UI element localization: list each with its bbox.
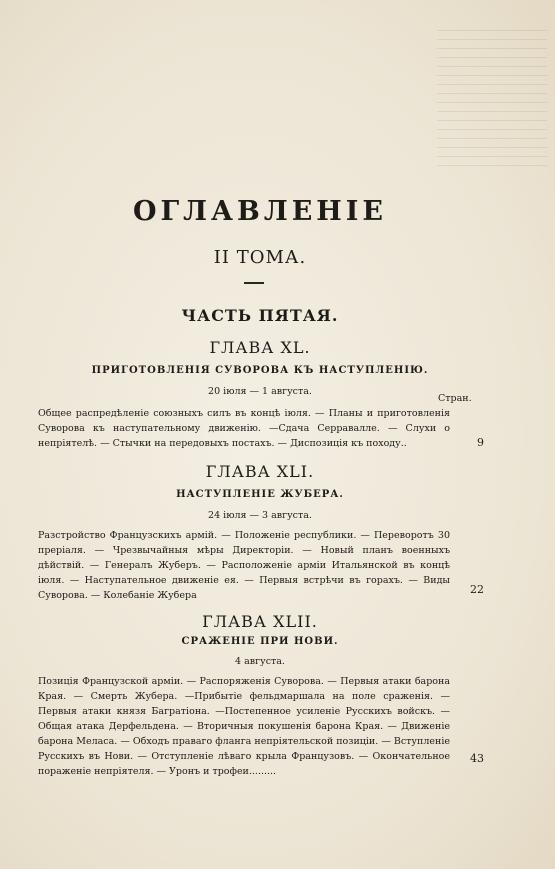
chapter-dates: 4 августа. — [235, 656, 285, 667]
show-through-text — [437, 30, 547, 170]
chapter-heading: ГЛАВА XLII. — [202, 612, 318, 631]
chapter-page-number: 43 — [470, 752, 484, 765]
chapter-page-number: 9 — [477, 436, 484, 449]
chapter-heading: ГЛАВА XLI. — [205, 462, 315, 481]
chapter-dates: 20 іюля — 1 августа. — [208, 386, 312, 397]
page-column-label: Стран. — [438, 393, 472, 404]
volume-subtitle: II ТОМА. — [213, 247, 307, 268]
chapter-summary: Разстройство Французскихъ армій. — Положеніе республики. — Переворотъ 30 преріаля. — Чрезвычайныя мѣры Директоріи. — Новый планъ военныхъ дѣйствій. — Генералъ Жуберъ. — Расположеніе арміи Итальянской въ концѣ іюля. — Наступательное движеніе ея. — Первыя встрѣчи въ горахъ. — Виды Суворова. — Колебаніе Жубера — [38, 530, 450, 601]
title-rule — [244, 282, 264, 284]
page-title: ОГЛАВЛЕНІЕ — [132, 196, 388, 227]
chapter-summary: Позиція Французской арміи. — Распоряженія Суворова. — Первыя атаки барона Края. — Смерть Жубера. —Прибытіе фельдмаршала на поле сраженія. — Первыя атаки князя Багратіона. —Постепенное усиленіе Русскихъ войскъ. — Общая атака Дерфельдена. — Вторичныя покушенія барона Края. — Движеніе барона Меласа. — Обходъ праваго фланга непріятельской позиціи. — Вступленіе Русскихъ въ Нови. — Отступленіе лѣваго крыла Французовъ. — Окончательное пораженіе непріятеля. — Уронъ и трофеи......... — [38, 676, 450, 777]
chapter-page-number: 22 — [470, 583, 484, 596]
chapter-title: НАСТУПЛЕНІЕ ЖУБЕРА. — [176, 489, 344, 500]
chapter-title: СРАЖЕНІЕ ПРИ НОВИ. — [181, 636, 339, 647]
chapter-summary: Общее распредѣленіе союзныхъ силъ въ концѣ іюля. — Планы и приготовленія Суворова къ наступательному движенію. —Сдача Серравалле. — Слухи о непріятелѣ. — Стычки на передовыхъ постахъ. — Диспозиція къ походу.. — [38, 408, 450, 449]
chapter-heading: ГЛАВА XL. — [209, 338, 311, 357]
chapter-dates: 24 іюля — 3 августа. — [208, 510, 312, 521]
part-heading: ЧАСТЬ ПЯТАЯ. — [181, 306, 339, 325]
chapter-title: ПРИГОТОВЛЕНІЯ СУВОРОВА КЪ НАСТУПЛЕНІЮ. — [91, 365, 429, 376]
